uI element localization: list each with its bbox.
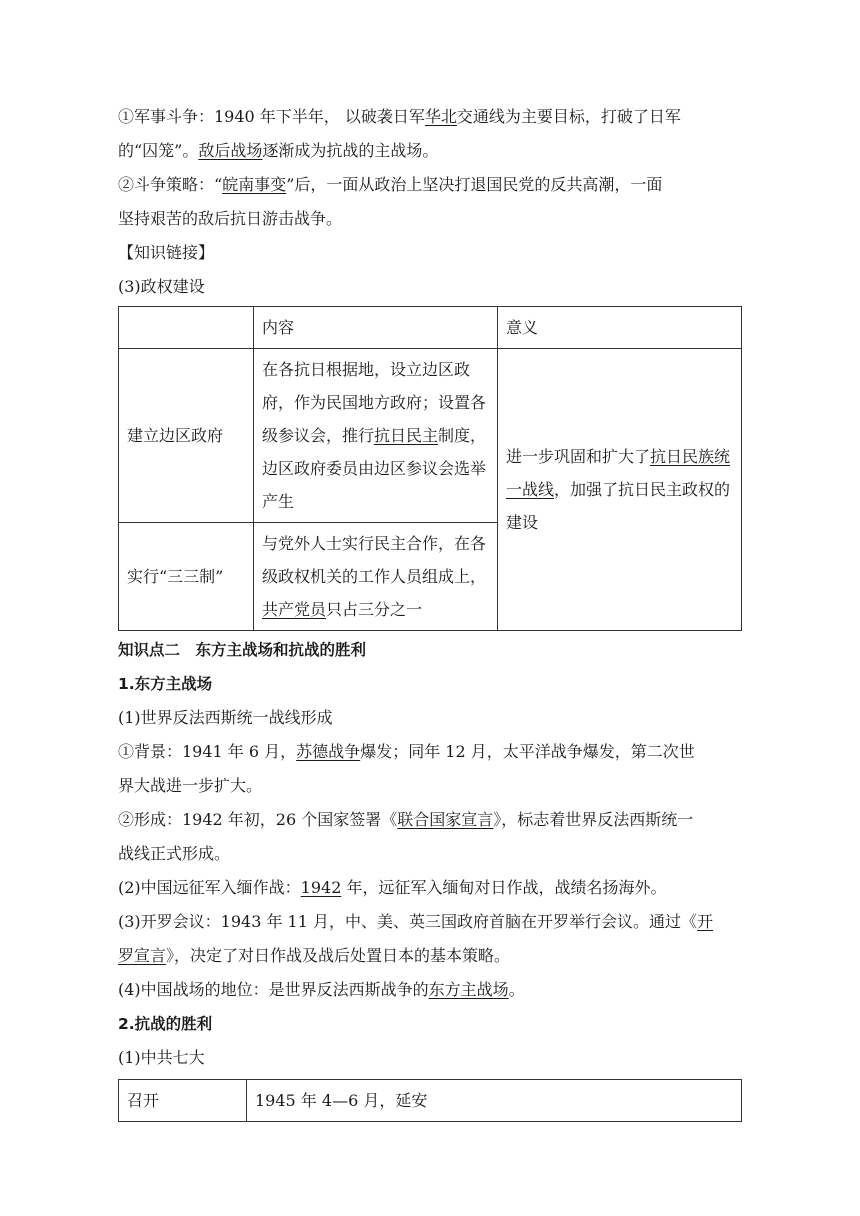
row-content (254, 523, 498, 631)
text-segment: ②形成：1942 年初，26 个国家签署《 (118, 810, 398, 829)
underlined-term: 苏德战争 (296, 742, 361, 761)
text-segment: (4)中国战场的地位：是世界反法西斯战争的 (118, 980, 429, 999)
row-label: 实行“三三制” (119, 523, 254, 631)
underlined-term: 联合国家宣言 (397, 810, 494, 829)
underlined-term: 罗宣言 (118, 946, 167, 965)
underlined-term: 开 (697, 912, 714, 931)
paragraph-united-front: (1)世界反法西斯统一战线形成 (118, 708, 333, 727)
text-segment: 逐渐成为抗战的主战场。 (262, 141, 439, 160)
text-segment: 制度，边区政府委员由边区参议会选举产生 (262, 426, 487, 511)
row-value: 1945 年 4—6 月，延安 (247, 1080, 742, 1122)
text-segment: ②斗争策略：“ (118, 175, 223, 194)
row-content (254, 349, 498, 523)
paragraph-background (118, 735, 741, 803)
underlined-term: 抗日民族统一战线 (506, 447, 731, 499)
row-meaning (498, 349, 742, 631)
text-segment: 。 (508, 980, 525, 999)
text-segment: 年，远征军入缅甸对日作战，战绩名扬海外。 (341, 878, 667, 897)
table-header-cell (119, 307, 254, 349)
paragraph-seventh-congress: (1)中共七大 (118, 1048, 205, 1067)
underlined-term: 共产党员 (262, 600, 327, 619)
paragraph-china-status (118, 973, 741, 1007)
text-segment: ①背景：1941 年 6 月， (118, 742, 297, 761)
section-heading-knowledge-point-2: 知识点二 东方主战场和抗战的胜利 (118, 641, 367, 659)
text-segment: 爆发；同年 12 月，太平洋战争爆发，第二次世 (360, 742, 695, 761)
underlined-term: 华北 (424, 107, 457, 126)
section-regime-building: (3)政权建设 (118, 277, 205, 296)
table-row (119, 1080, 742, 1122)
underlined-term: 东方主战场 (428, 980, 509, 999)
text-segment: 》，决定了对日作战及战后处置日本的基本策略。 (166, 946, 511, 965)
paragraph-formation (118, 803, 741, 871)
text-segment: ①军事斗争：1940 年下半年， 以破袭日军 (118, 107, 425, 126)
subheading-eastern-battlefield: 1.东方主战场 (118, 675, 213, 693)
document-page (118, 100, 741, 1122)
table-header-row (119, 307, 742, 349)
text-segment: 界大战进一步扩大。 (118, 776, 263, 795)
row-label: 建立边区政府 (119, 349, 254, 523)
row-label: 召开 (119, 1080, 247, 1122)
paragraph-military-struggle (118, 100, 741, 168)
table-header-cell: 意义 (498, 307, 742, 349)
text-segment: ”后，一面从政治上坚决打退国民党的反共高潮，一面 (286, 175, 663, 194)
seventh-congress-table (118, 1079, 742, 1122)
underlined-term: 皖南事变 (222, 175, 287, 194)
text-segment: 交通线为主要目标，打破了日军 (456, 107, 681, 126)
table-row (119, 349, 742, 523)
text-segment: 只占三分之一 (326, 600, 423, 619)
text-segment: (3)开罗会议：1943 年 11 月，中、美、英三国政府首脑在开罗举行会议。通过《 (118, 912, 698, 931)
knowledge-link-heading: 【知识链接】 (118, 243, 215, 262)
paragraph-cairo-conference (118, 905, 741, 973)
regime-building-table (118, 306, 742, 631)
subheading-victory: 2.抗战的胜利 (118, 1015, 213, 1033)
text-segment: 与党外人士实行民主合作，在各级政权机关的工作人员组成上， (262, 534, 487, 586)
text-segment: 战线正式形成。 (118, 844, 231, 863)
paragraph-struggle-strategy (118, 168, 741, 236)
underlined-term: 1942 (300, 878, 342, 897)
text-segment: 在各抗日根据地，设立边区政府，作为民国地方政府；设置各级参议会，推行 (262, 360, 487, 445)
text-segment: 坚持艰苦的敌后抗日游击战争。 (118, 209, 343, 228)
underlined-term: 敌后战场 (198, 141, 263, 160)
text-segment: ，加强了抗日民主政权的建设 (506, 480, 731, 532)
text-segment: 的“囚笼”。 (118, 141, 199, 160)
text-segment: (2)中国远征军入缅作战： (118, 878, 301, 897)
paragraph-expeditionary-force (118, 871, 741, 905)
text-segment: 进一步巩固和扩大了 (506, 447, 651, 466)
table-header-cell: 内容 (254, 307, 498, 349)
text-segment: 》，标志着世界反法西斯统一 (493, 810, 694, 829)
underlined-term: 抗日民主 (374, 426, 439, 445)
